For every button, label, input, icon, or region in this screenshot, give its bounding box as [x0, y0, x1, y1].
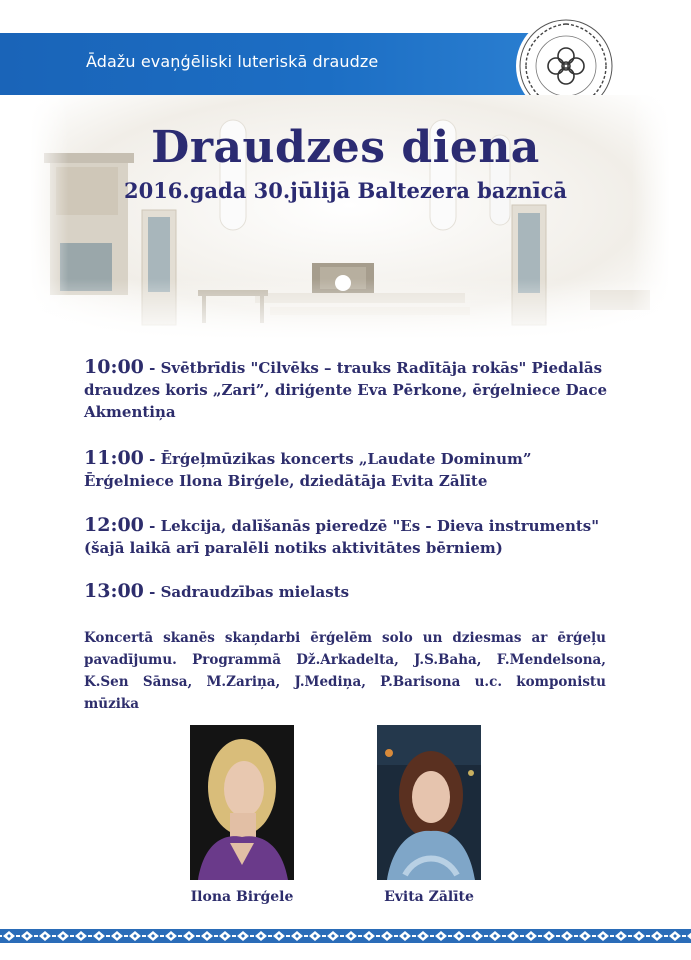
performer-photo-evita [377, 725, 481, 880]
program-time: 13:00 [84, 580, 144, 602]
performer-photo-ilona [190, 725, 294, 880]
organization-name: Ādažu evaņģēliski luteriskā draudze [86, 52, 379, 71]
program-time: 12:00 [84, 514, 144, 536]
program-item [84, 356, 612, 423]
program-item [84, 514, 612, 559]
performer-name: Ilona Birģele [190, 889, 294, 905]
program-item [84, 447, 612, 492]
performer-name: Evita Zālīte [384, 889, 474, 905]
event-subtitle: 2016.gada 30.jūlijā Baltezera baznīcā [123, 178, 568, 203]
program-time: 10:00 [84, 356, 144, 378]
program-description: - Svētbrīdis "Cilvēks – trauks Radītāja rokās" Piedalās draudzes koris „Zari”, diriģente Eva Pērkone, ērģelniece Dace Akmentiņa [84, 359, 608, 421]
program-item [84, 580, 612, 603]
concert-note: Koncertā skanēs skaņdarbi ērģelēm solo un dziesmas ar ērģeļu pavadījumu. Programmā Dž.Arkadelta, J.S.Baha, F.Mendelsona, K.Sen Sānsa, M.Zariņa, J.Mediņa, P.Barisona u.c. komponistu mūzika [84, 630, 606, 712]
program-description: - Sadraudzības mielasts [143, 583, 350, 601]
program-description: - Lekcija, dalīšanās pieredzē "Es - Dieva instruments" (šajā laikā arī paralēli notiks aktivitātes bērniem) [84, 517, 600, 557]
program-description: - Ērģeļmūzikas koncerts „Laudate Dominum” Ērģelniece Ilona Birģele, dziedātāja Evita Zālīte [84, 450, 532, 490]
program-time: 11:00 [84, 447, 144, 469]
decorative-border [0, 928, 691, 942]
event-title: Draudzes diena [151, 122, 540, 173]
